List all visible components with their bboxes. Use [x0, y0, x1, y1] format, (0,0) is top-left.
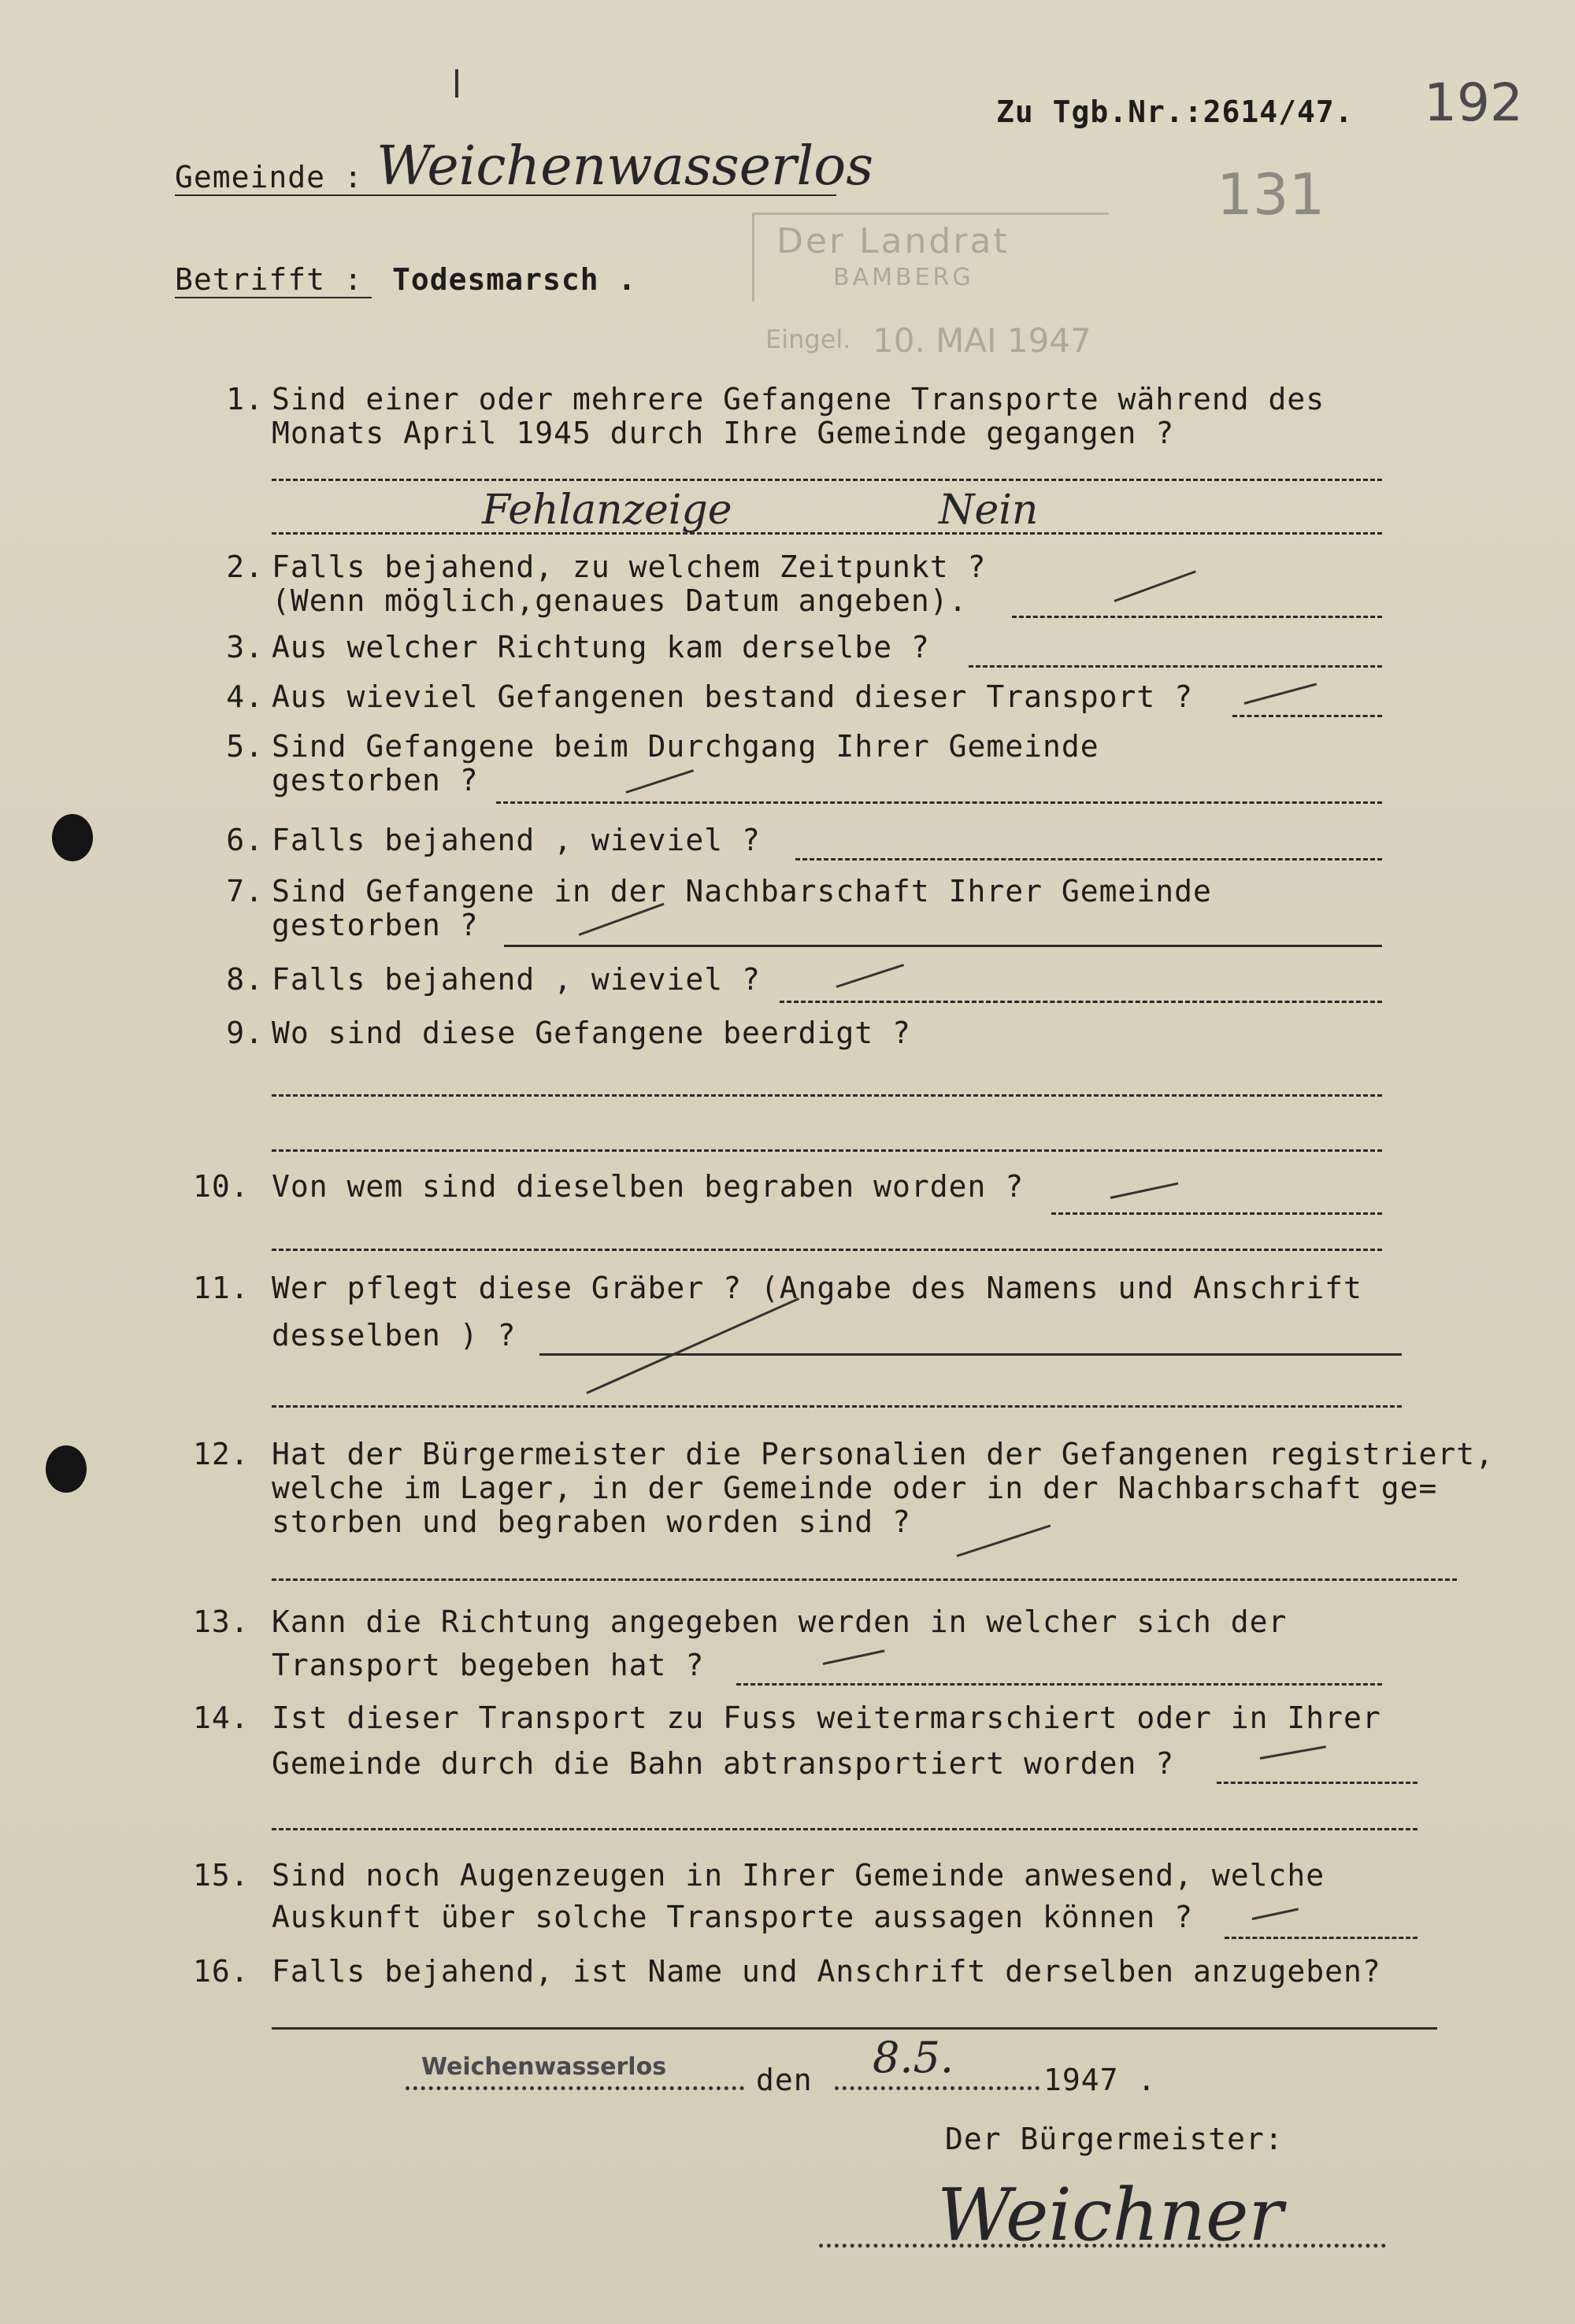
question-text: Falls bejahend, zu welchem Zeitpunkt ?: [272, 550, 987, 584]
question-number: 2.: [226, 550, 264, 584]
question-text: Transport begeben hat ?: [272, 1648, 705, 1682]
municipality-underline: [175, 194, 836, 196]
answer-line: [795, 858, 1382, 860]
question-number: 1.: [226, 382, 264, 416]
page-number: 192: [1424, 72, 1523, 133]
question-text: Aus wieviel Gefangenen bestand dieser Transport ?: [272, 679, 1194, 714]
question-number: 6.: [226, 823, 264, 857]
dash-answer-mark: [586, 1297, 799, 1394]
question-text: Wo sind diese Gefangene beerdigt ?: [272, 1016, 911, 1050]
dotted-line: [835, 2086, 1040, 2090]
question-text: Gemeinde durch die Bahn abtransportiert worden ?: [272, 1746, 1175, 1781]
answer-line: [272, 1249, 1382, 1251]
handwritten-answer: Nein: [939, 487, 1039, 534]
municipality-label: Gemeinde :: [175, 160, 363, 194]
question-number: 5.: [226, 729, 264, 764]
answer-line: [272, 1578, 1457, 1581]
answer-line: [1232, 715, 1382, 717]
reference-number: Zu Tgb.Nr.:2614/47.: [996, 94, 1354, 129]
stamp-received-label: Eingel.: [765, 324, 851, 354]
question-number: 3.: [226, 630, 264, 664]
question-text: Falls bejahend , wieviel ?: [272, 823, 761, 857]
dash-answer-mark: [1114, 570, 1195, 601]
place-stamp: Weichenwasserlos: [421, 2053, 667, 2081]
dash-answer-mark: [1244, 683, 1317, 704]
subject-value: Todesmarsch .: [392, 262, 637, 297]
punch-hole: [46, 1445, 87, 1493]
question-text: Falls bejahend, ist Name und Anschrift derselben anzugeben?: [272, 1954, 1381, 1989]
dash-answer-mark: [1252, 1908, 1299, 1920]
answer-line: [272, 2027, 1437, 2030]
dash-answer-mark: [1110, 1182, 1179, 1199]
handwritten-remark: Fehlanzeige: [482, 487, 732, 534]
question-text: welche im Lager, in der Gemeinde oder in der Nachbarschaft ge=: [272, 1471, 1438, 1505]
question-text: Sind noch Augenzeugen in Ihrer Gemeinde anwesend, welche: [272, 1858, 1325, 1893]
answer-line: [969, 665, 1382, 668]
dotted-line: [406, 2086, 744, 2090]
mayor-signature: Weichner: [937, 2173, 1284, 2257]
stamp-received-date: 10. MAI 1947: [873, 321, 1091, 360]
subject-label: Betrifft :: [175, 262, 363, 297]
stamp-place: BAMBERG: [833, 264, 974, 291]
pencil-number: 131: [1217, 161, 1325, 228]
answer-line: [272, 1828, 1418, 1830]
answer-line: [272, 1405, 1402, 1408]
punch-hole: [52, 814, 93, 861]
date-den: den: [756, 2063, 813, 2097]
question-text: (Wenn möglich,genaues Datum angeben).: [272, 583, 968, 618]
question-number: 12.: [193, 1437, 250, 1471]
question-number: 13.: [193, 1604, 250, 1639]
question-number: 15.: [193, 1858, 250, 1893]
dash-answer-mark: [1260, 1745, 1326, 1760]
question-text: Von wem sind dieselben begraben worden ?: [272, 1169, 1025, 1204]
question-text: Falls bejahend , wieviel ?: [272, 962, 761, 997]
answer-line: [272, 1149, 1382, 1152]
answer-line: [1217, 1782, 1418, 1784]
dash-answer-mark: [823, 1649, 885, 1665]
question-number: 11.: [193, 1271, 250, 1305]
question-text: Hat der Bürgermeister die Personalien der Gefangenen registriert,: [272, 1437, 1495, 1471]
question-text: Kann die Richtung angegeben werden in welcher sich der: [272, 1604, 1288, 1639]
answer-line: [736, 1683, 1382, 1686]
date-year: 1947 .: [1043, 2063, 1157, 2097]
answer-line: [1225, 1937, 1418, 1939]
question-number: 8.: [226, 962, 264, 997]
answer-line: [1051, 1212, 1382, 1215]
question-number: 10.: [193, 1169, 250, 1204]
received-stamp: [752, 213, 1109, 302]
dash-answer-mark: [626, 769, 695, 794]
question-number: 7.: [226, 874, 264, 909]
question-number: 14.: [193, 1700, 250, 1735]
answer-line: [1012, 616, 1382, 618]
question-number: 4.: [226, 679, 264, 714]
signature-dotted-line: [819, 2244, 1386, 2248]
answer-line: [780, 1001, 1382, 1003]
question-text: gestorben ?: [272, 763, 479, 797]
question-text: desselben ) ?: [272, 1318, 517, 1353]
mayor-title: Der Bürgermeister:: [945, 2122, 1284, 2156]
answer-line: [272, 1094, 1382, 1097]
answer-line: [504, 945, 1382, 947]
stamp-org: Der Landrat: [776, 221, 1010, 261]
stray-mark: [455, 69, 458, 98]
dash-answer-mark: [836, 964, 905, 988]
answer-line: [272, 532, 1382, 535]
question-text: storben und begraben worden sind ?: [272, 1504, 911, 1539]
question-number: 16.: [193, 1954, 250, 1989]
answer-line: [272, 479, 1382, 481]
subject-underline: [175, 297, 372, 298]
handwritten-date: 8.5.: [873, 2033, 954, 2082]
question-text: Sind einer oder mehrere Gefangene Transporte während des: [272, 382, 1325, 416]
question-text: Auskunft über solche Transporte aussagen können ?: [272, 1900, 1194, 1934]
question-text: Sind Gefangene in der Nachbarschaft Ihrer Gemeinde: [272, 874, 1212, 909]
dash-answer-mark: [957, 1524, 1051, 1556]
question-text: Wer pflegt diese Gräber ? (Angabe des Namens und Anschrift: [272, 1271, 1362, 1305]
answer-line: [496, 801, 1382, 804]
municipality-handwritten: Weichenwasserlos: [376, 135, 874, 198]
question-text: Aus welcher Richtung kam derselbe ?: [272, 630, 930, 664]
question-text: Sind Gefangene beim Durchgang Ihrer Gemeinde: [272, 729, 1099, 764]
question-text: gestorben ?: [272, 908, 479, 942]
question-text: Ist dieser Transport zu Fuss weitermarschiert oder in Ihrer: [272, 1700, 1381, 1735]
question-number: 9.: [226, 1016, 264, 1050]
question-text: Monats April 1945 durch Ihre Gemeinde gegangen ?: [272, 416, 1175, 450]
